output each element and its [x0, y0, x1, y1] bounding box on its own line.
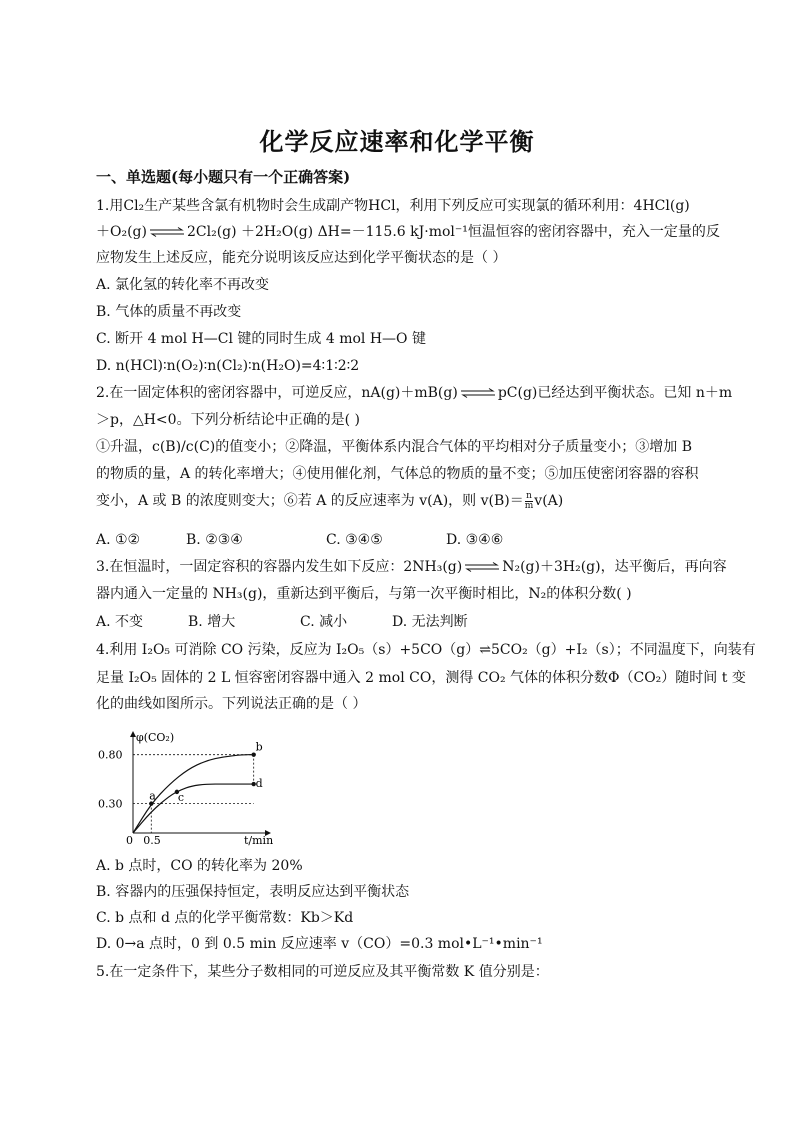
q1-option-b: B. 气体的质量不再改变: [96, 304, 242, 320]
point-label-b: b: [255, 740, 263, 754]
q2-stem-line-2: ＞p，△H<0。下列分析结论中正确的是( ): [96, 412, 360, 428]
point-label-c: c: [177, 790, 185, 804]
q2-stem-line-3: ①升温，c(B)/c(C)的值变小；②降温，平衡体系内混合气体的平均相对分子质量变小；③增加 B: [96, 439, 692, 455]
page-title: 化学反应速率和化学平衡: [259, 127, 535, 156]
q3-stem-1b: N₂(g)＋3H₂(g)，达平衡后，再向容: [502, 559, 727, 575]
q2-option-d: D. ③④⑥: [446, 532, 504, 548]
q2-option-b: B. ②③④: [186, 532, 243, 548]
q1-stem-line-3: 应物发生上述反应，能充分说明该反应达到化学平衡状态的是（ ）: [96, 250, 507, 266]
q4-stem-line-2: 足量 I₂O₅ 固体的 2 L 恒容密闭容器中通入 2 mol CO，测得 CO₂ 气体的体积分数Φ（CO₂）随时间 t 变: [96, 670, 746, 686]
q1-stem-line-2: [96, 222, 720, 242]
q4-option-c: C. b 点和 d 点的化学平衡常数：Kb＞Kd: [96, 910, 354, 926]
q2-stem-1b: pC(g)已经达到平衡状态。已知 n＋m: [497, 385, 733, 401]
point-label-a: a: [149, 789, 156, 803]
q3-stem-line-2: 器内通入一定量的 NH₃(g)，重新达到平衡后，与第一次平衡时相比，N₂的体积分数( ): [96, 586, 632, 602]
section-heading: 一、单选题(每小题只有一个正确答案): [96, 168, 351, 186]
q3-stem-1a: 3.在恒温时，一固定容积的容器内发生如下反应：2NH₃(g): [96, 559, 463, 575]
q3-option-d: D. 无法判断: [392, 614, 468, 630]
q1-option-c: C. 断开 4 mol H—Cl 键的同时生成 4 mol H—O 键: [96, 331, 426, 347]
q3-option-a: A. 不变: [96, 614, 144, 630]
q1-option-d: D. n(HCl)∶n(O₂)∶n(Cl₂)∶n(H₂O)=4∶1∶2∶2: [96, 358, 360, 374]
q1-stem-line-1: 1.用Cl₂生产某些含氯有机物时会生成副产物HCl，利用下列反应可实现氯的循环利用：4HCl(g): [96, 198, 690, 214]
q4-stem-line-1: 4.利用 I₂O₅ 可消除 CO 污染，反应为 I₂O₅（s）+5CO（g）⇌5CO₂（g）+I₂（s）；不同温度下，向装有: [96, 642, 756, 658]
q3-option-c: C. 减小: [300, 614, 348, 630]
q1-stem-2a: ＋O₂(g): [96, 224, 147, 240]
equilibrium-arrow-icon: [460, 388, 496, 398]
x-axis-label: t/min: [244, 834, 274, 846]
x-tick-label-0: 0.5: [143, 834, 161, 846]
origin-label: 0: [126, 834, 133, 846]
fraction-n-over-m: $\frac{n}{m}$: [524, 490, 534, 511]
q4-option-d: D. 0→a 点时，0 到 0.5 min 反应速率 v（CO）=0.3 mol•L⁻¹•min⁻¹: [96, 936, 543, 952]
y-tick-label-0: 0.30: [98, 797, 123, 811]
y-axis-label: φ(CO₂): [136, 731, 175, 744]
q1-option-a: A. 氯化氢的转化率不再改变: [96, 277, 270, 293]
q2-stem-5a: 变小，A 或 B 的浓度则变大；⑥若 A 的反应速率为 v(A)，则 v(B)＝: [96, 493, 524, 509]
equilibrium-arrow-icon: [464, 562, 500, 572]
q2-option-a: A. ①②: [96, 532, 141, 548]
equilibrium-arrow-icon: [149, 227, 185, 237]
q4-option-b: B. 容器内的压强保持恒定，表明反应达到平衡状态: [96, 884, 410, 900]
y-tick-label-1: 0.80: [98, 748, 123, 762]
point-label-d: d: [255, 777, 263, 791]
q2-stem-line-4: 的物质的量，A 的转化率增大；④使用催化剂，气体总的物质的量不变；⑤加压使密闭容器的容积: [96, 466, 699, 482]
q5-stem-line-1: 5.在一定条件下，某些分子数相同的可逆反应及其平衡常数 K 值分别是：: [96, 964, 549, 980]
q3-stem-line-1: [96, 557, 727, 577]
q2-option-c: C. ③④⑤: [326, 532, 383, 548]
q2-stem-line-5: [96, 491, 700, 511]
co2-volume-fraction-chart: [96, 728, 276, 846]
q2-options: [96, 530, 700, 550]
q1-stem-2b: 2Cl₂(g) ＋2H₂O(g) ΔH=－115.6 kJ·mol⁻¹恒温恒容的密闭容器中，充入一定量的反: [186, 224, 720, 240]
q4-option-a: A. b 点时，CO 的转化率为 20%: [96, 858, 303, 874]
q3-options: [96, 612, 700, 632]
q2-stem-5b: v(A): [534, 493, 564, 509]
q2-stem-line-1: [96, 383, 733, 403]
q4-stem-line-3: 化的曲线如图所示。下列说法正确的是（ ）: [96, 696, 367, 712]
q3-option-b: B. 增大: [188, 614, 236, 630]
q2-stem-1a: 2.在一固定体积的密闭容器中，可逆反应，nA(g)＋mB(g): [96, 385, 458, 401]
